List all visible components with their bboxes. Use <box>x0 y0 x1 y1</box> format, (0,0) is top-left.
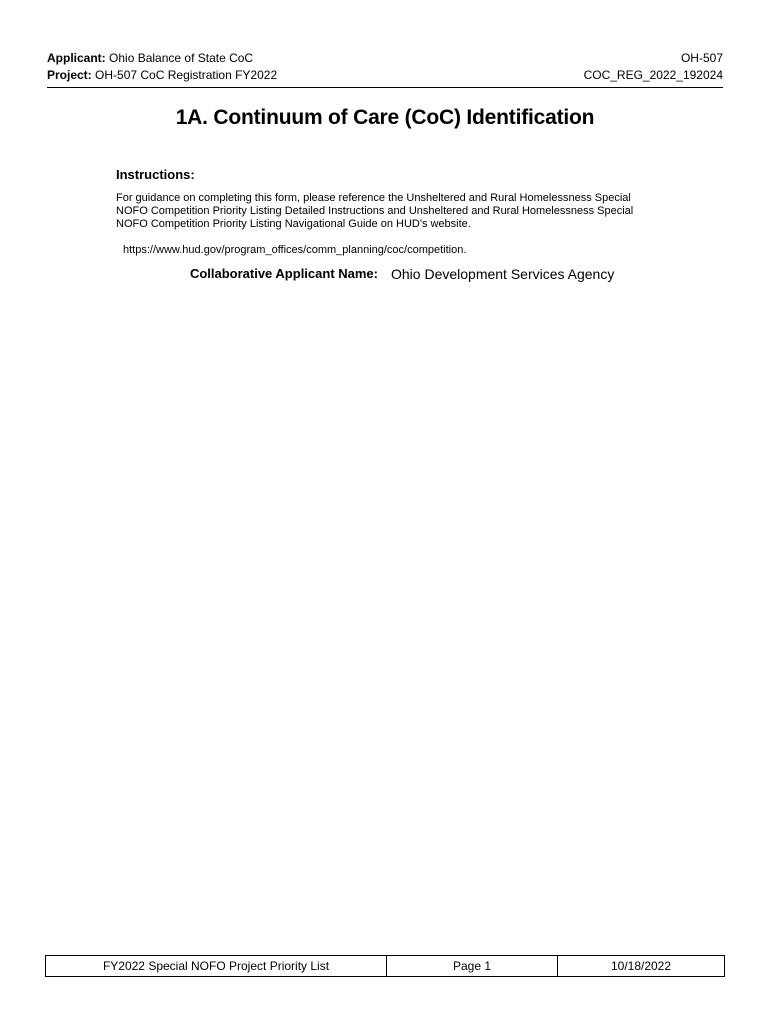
applicant-label: Applicant: <box>47 51 106 65</box>
applicant-value: Ohio Balance of State CoC <box>109 51 254 65</box>
instructions-url[interactable]: https://www.hud.gov/program_offices/comm_planning/coc/competition. <box>123 244 467 256</box>
project-label: Project: <box>47 68 92 82</box>
coc-number: OH-507 <box>680 51 723 65</box>
instructions-body: For guidance on completing this form, please reference the Unsheltered and Rural Homelessness Special NOFO Competition Priority Listing Detailed Instructions and Unsheltered and Rural Homelessness Special NOFO Competition Priority Listing Navigational Guide on HUD's website. <box>116 192 634 230</box>
page-title: 1A. Continuum of Care (CoC) Identification <box>175 106 595 129</box>
applicant-line <box>47 51 253 65</box>
page-header <box>47 49 723 88</box>
registration-id: COC_REG_2022_192024 <box>583 68 723 82</box>
footer-document-name: FY2022 Special NOFO Project Priority List <box>46 956 387 976</box>
project-line <box>47 68 277 82</box>
collaborative-applicant-row <box>0 265 770 285</box>
footer-date: 10/18/2022 <box>610 959 672 973</box>
footer-page-number: Page 1 <box>387 956 558 976</box>
page-footer <box>45 955 725 977</box>
collaborative-applicant-label: Collaborative Applicant Name: <box>189 266 378 281</box>
collaborative-applicant-value: Ohio Development Services Agency <box>391 266 615 282</box>
instructions-heading: Instructions: <box>116 167 195 182</box>
project-value: OH-507 CoC Registration FY2022 <box>95 68 278 82</box>
